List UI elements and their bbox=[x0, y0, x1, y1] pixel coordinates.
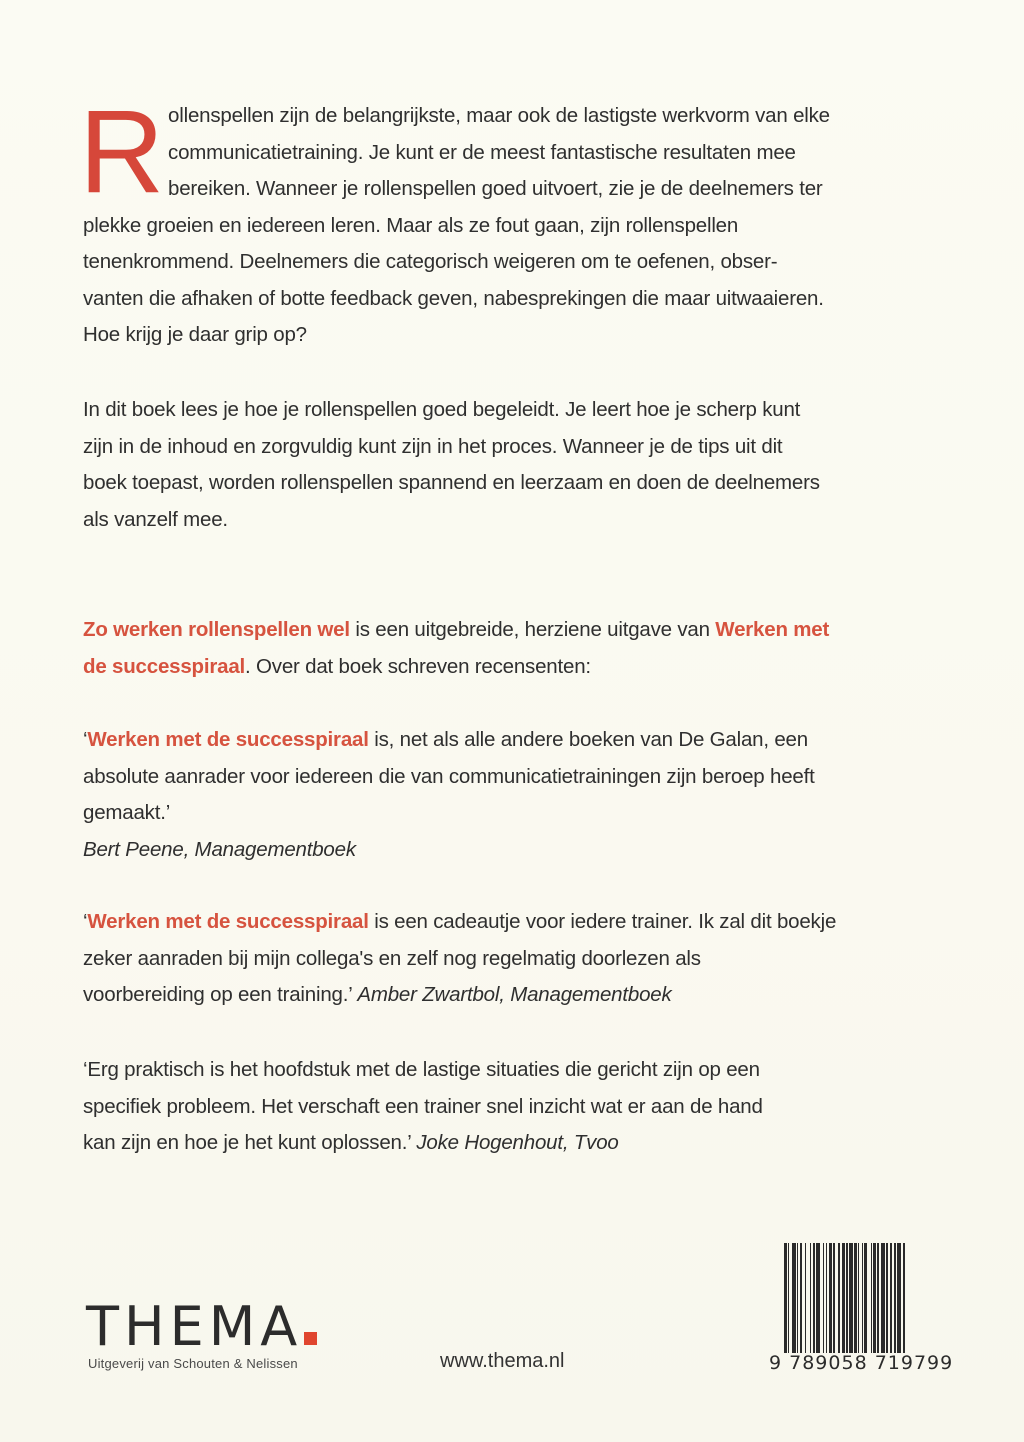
review-attribution: Joke Hogenhout, Tvoo bbox=[416, 1131, 619, 1154]
text-line bbox=[83, 722, 943, 759]
text-line: In dit boek lees je hoe je rollenspellen goed begeleidt. Je leert hoe je scherp kunt bbox=[83, 398, 801, 421]
logo-text: THEMA bbox=[86, 1295, 303, 1358]
review-attribution: Amber Zwartbol, Managementboek bbox=[357, 983, 672, 1006]
review-text: is een cadeautje voor iedere trainer. Ik zal dit boekje bbox=[368, 910, 837, 933]
review-text: kan zijn en hoe je het kunt oplossen.’ bbox=[83, 1131, 417, 1154]
text-line: zijn in de inhoud en zorgvuldig kunt zijn in het proces. Wanneer je de tips uit dit bbox=[83, 434, 783, 458]
text-line: absolute aanrader voor iedereen die van communicatietrainingen zijn beroep heeft bbox=[83, 764, 815, 788]
edition-text: is een uitgebreide, herziene uitgave van bbox=[349, 618, 716, 641]
book-title-old: Werken met bbox=[715, 618, 830, 641]
review-text: is, net als alle andere boeken van De Galan, een bbox=[368, 728, 808, 751]
text-line: vanten die afhaken of botte feedback geven, nabesprekingen die maar uitwaaieren. bbox=[83, 286, 824, 310]
text-line: bereiken. Wanneer je rollenspellen goed uitvoert, zie je de deelnemers ter bbox=[168, 177, 823, 200]
text-line bbox=[83, 612, 943, 649]
edition-note bbox=[83, 612, 943, 685]
logo-square-icon bbox=[304, 1332, 317, 1345]
text-line: als vanzelf mee. bbox=[83, 507, 228, 531]
text-line: specifiek probleem. Het verschaft een trainer snel inzicht wat er aan de hand bbox=[83, 1094, 763, 1118]
text-line: communicatietraining. Je kunt er de meest fantastische resultaten mee bbox=[168, 140, 796, 164]
barcode-icon bbox=[784, 1243, 940, 1353]
review-quote bbox=[83, 722, 943, 868]
text-line: boek toepast, worden rollenspellen spannend en leerzaam en doen de deelnemers bbox=[83, 471, 820, 494]
text-line bbox=[83, 977, 943, 1014]
review-attribution: Bert Peene, Managementboek bbox=[83, 837, 356, 861]
review-text: voorbereiding op een training.’ bbox=[83, 983, 358, 1006]
isbn-number: 9 789058 719799 bbox=[769, 1352, 954, 1374]
text-line: Hoe krijg je daar grip op? bbox=[83, 323, 307, 346]
review-quote bbox=[83, 904, 943, 1014]
text-line: ‘Erg praktisch is het hoofdstuk met de lastige situaties die gericht zijn op een bbox=[83, 1058, 760, 1081]
text-line: tenenkrommend. Deelnemers die categorisch weigeren om te oefenen, obser- bbox=[83, 250, 778, 273]
review-book-title: Werken met de successpiraal bbox=[87, 728, 369, 751]
drop-cap: R bbox=[79, 86, 165, 218]
text-line: zeker aanraden bij mijn collega's en zelf nog regelmatig doorlezen als bbox=[83, 946, 701, 970]
text-line: gemaakt.’ bbox=[83, 801, 171, 824]
edition-text-end: . Over dat boek schreven recensenten: bbox=[245, 654, 591, 678]
publisher-logo bbox=[86, 1297, 317, 1357]
text-line: ollenspellen zijn de belangrijkste, maar ook de lastigste werkvorm van elke bbox=[168, 104, 830, 127]
quote-mark: ‘ bbox=[83, 728, 88, 751]
text-line bbox=[83, 904, 943, 941]
quote-mark: ‘ bbox=[83, 910, 88, 933]
publisher-website: www.thema.nl bbox=[440, 1350, 565, 1372]
text-line bbox=[83, 649, 943, 686]
publisher-subtitle: Uitgeverij van Schouten & Nelissen bbox=[88, 1356, 298, 1371]
book-title-new: Zo werken rollenspellen wel bbox=[83, 618, 350, 641]
intro-paragraph bbox=[79, 86, 943, 354]
review-quote bbox=[83, 1052, 943, 1162]
text-line: plekke groeien en iedereen leren. Maar als ze fout gaan, zijn rollenspellen bbox=[83, 213, 739, 237]
text-line bbox=[83, 1125, 943, 1162]
summary-paragraph bbox=[83, 392, 943, 538]
review-book-title: Werken met de successpiraal bbox=[87, 910, 369, 933]
book-title-old-cont: de successpiraal bbox=[83, 654, 246, 678]
